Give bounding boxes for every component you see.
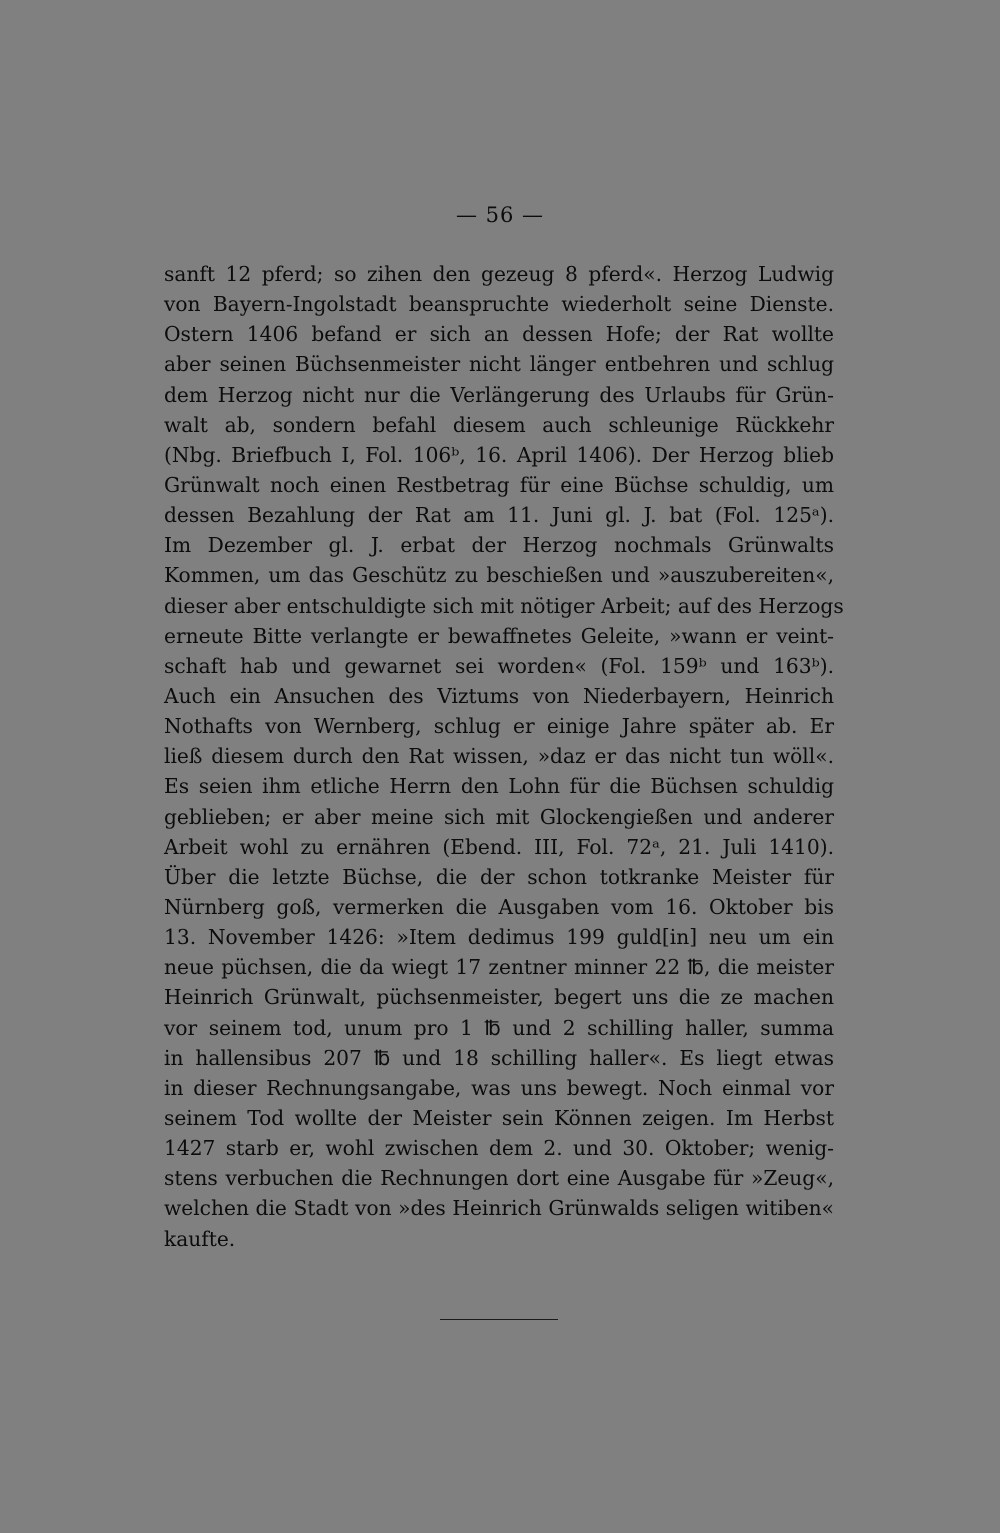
text-line: 1427 starb er, wohl zwischen dem 2. und 30. Oktober; wenig- [164,1136,834,1161]
text-line: welchen die Stadt von »des Heinrich Grünwalds seligen witiben« [164,1196,834,1221]
text-line: Kommen, um das Geschütz zu beschießen und »auszubereiten«, [164,563,834,588]
text-line: walt ab, sondern befahl diesem auch schleunige Rückkehr [164,412,834,437]
section-divider [440,1319,558,1320]
text-line: geblieben; er aber meine sich mit Glockengießen und anderer [164,804,834,829]
text-line: dessen Bezahlung der Rat am 11. Juni gl. J. bat (Fol. 125ᵃ). [164,503,834,528]
text-line: Nothafts von Wernberg, schlug er einige Jahre später ab. Er [164,714,834,739]
text-line: Nürnberg goß, vermerken die Ausgaben vom 16. Oktober bis [164,894,834,919]
text-line: erneute Bitte verlangte er bewaffnetes Geleite, »wann er veint- [164,623,834,648]
text-line: kaufte. [164,1226,236,1251]
text-line: neue püchsen, die da wiegt 17 zentner minner 22 ℔, die meister [164,955,834,980]
text-line: 13. November 1426: »Item dedimus 199 guld[in] neu um ein [164,925,834,950]
text-line: vor seinem tod, unum pro 1 ℔ und 2 schilling haller, summa [164,1015,834,1040]
text-line: dieser aber entschuldigte sich mit nötiger Arbeit; auf des Herzogs [164,593,844,618]
text-line: Auch ein Ansuchen des Viztums von Niederbayern, Heinrich [164,683,834,708]
text-line: schaft hab und gewarnet sei worden« (Fol. 159ᵇ und 163ᵇ). [164,653,834,678]
text-line: dem Herzog nicht nur die Verlängerung des Urlaubs für Grün- [164,382,834,407]
text-line: in dieser Rechnungsangabe, was uns bewegt. Noch einmal vor [164,1075,834,1100]
text-line: sanft 12 pferd; so zihen den gezeug 8 pferd«. Herzog Ludwig [164,262,834,286]
text-line: Heinrich Grünwalt, püchsenmeister, begert uns die ze machen [164,985,834,1010]
text-line: in hallensibus 207 ℔ und 18 schilling haller«. Es liegt etwas [164,1045,834,1070]
text-line: Arbeit wohl zu ernähren (Ebend. III, Fol. 72ᵃ, 21. Juli 1410). [164,834,834,859]
text-line: Über die letzte Büchse, die der schon totkranke Meister für [164,864,834,889]
text-line: stens verbuchen die Rechnungen dort eine Ausgabe für »Zeug«, [164,1166,834,1191]
body-text [164,259,844,1254]
text-line: Es seien ihm etliche Herrn den Lohn für die Büchsen schuldig [164,774,834,799]
text-line: Grünwalt noch einen Restbetrag für eine Büchse schuldig, um [164,472,834,497]
page-number: — 56 — [455,203,545,227]
text-line: von Bayern-Ingolstadt beanspruchte wiederholt seine Dienste. [164,292,834,317]
text-line: (Nbg. Briefbuch I, Fol. 106ᵇ, 16. April 1406). Der Herzog blieb [164,442,834,467]
text-line: aber seinen Büchsenmeister nicht länger entbehren und schlug [164,352,834,377]
text-line: seinem Tod wollte der Meister sein Können zeigen. Im Herbst [164,1105,834,1130]
text-line: Ostern 1406 befand er sich an dessen Hofe; der Rat wollte [164,322,834,347]
text-line: ließ diesem durch den Rat wissen, »daz er das nicht tun wöll«. [164,744,834,769]
text-line: Im Dezember gl. J. erbat der Herzog nochmals Grünwalts [164,533,834,558]
